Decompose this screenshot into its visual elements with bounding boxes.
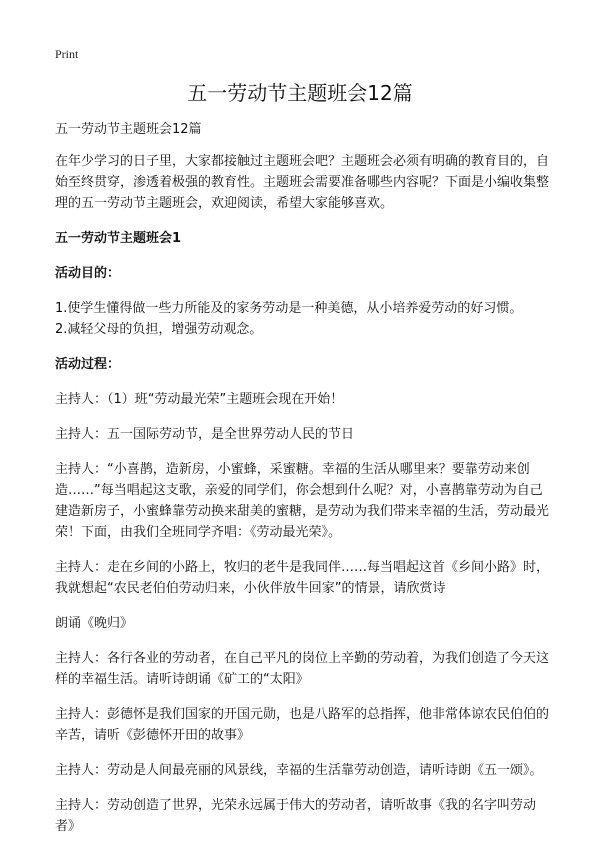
host-paragraph: 主持人：彭德怀是我们国家的开国元勋，也是八路军的总指挥，他非常体谅农民伯伯的辛苦，请听《彭德怀开田的故事》 [55, 707, 550, 743]
intro-paragraph: 在年少学习的日子里，大家都接触过主题班会吧？主题班会必须有明确的教育目的，自始至终贯穿，渗透着极强的教育性。主题班会需要准备哪些内容呢？下面是小编收集整理的五一劳动节主题班会，欢迎阅读，希望大家能够喜欢。 [55, 154, 550, 211]
host-paragraph: 朗诵《晚归》 [55, 616, 134, 631]
goals-label: 活动目的： [55, 266, 121, 281]
host-paragraph: 主持人：劳动是人间最亮丽的风景线，幸福的生活靠劳动创造，请听诗朗《五一颂》。 [55, 763, 543, 778]
host-paragraph: 主持人：（1）班“劳动最光荣”主题班会现在开始！ [55, 392, 344, 407]
host-paragraph: 主持人：走在乡间的小路上，牧归的老牛是我同伴……每当唱起这首《乡间小路》时，我就想起“农民老伯伯劳动归来，小伙伴放牛回家”的情景，请欣赏诗 [55, 560, 550, 596]
goal-item: 1.使学生懂得做一些力所能及的家务劳动是一种美德，从小培养爱劳动的好习惯。 [55, 301, 523, 316]
page-title: 五一劳动节主题班会12篇 [187, 81, 413, 105]
host-paragraph: 主持人：劳动创造了世界，光荣永远属于伟大的劳动者，请听故事《我的名字叫劳动者》 [55, 798, 537, 834]
host-paragraph: 主持人：“小喜鹊，造新房，小蜜蜂，采蜜糖。幸福的生活从哪里来？要靠劳动来创造……”每当唱起这支歌，亲爱的同学们，你会想到什么呢？对，小喜鹊靠劳动为自己建造新房子，小蜜蜂靠劳动换来甜美的蜜糖，是劳动为我们带来幸福的生活，劳动最光荣！下面，由我们全班同学齐唱：《劳动最光荣》。 [55, 462, 550, 540]
process-label: 活动过程： [55, 357, 121, 372]
article-body [55, 119, 552, 851]
host-paragraph: 主持人：五一国际劳动节，是全世界劳动人民的节日 [55, 427, 355, 442]
host-paragraph: 主持人：各行各业的劳动者，在自己平凡的岗位上辛勤的劳动着，为我们创造了今天这样的幸福生活。请听诗朗诵《矿工的“太阳》 [55, 651, 550, 687]
print-link[interactable]: Print [55, 47, 79, 61]
article-subtitle: 五一劳动节主题班会12篇 [55, 122, 202, 137]
section-heading: 五一劳动节主题班会1 [55, 231, 182, 246]
goal-item: 2.减轻父母的负担，增强劳动观念。 [55, 322, 263, 337]
goals-list [55, 298, 552, 340]
